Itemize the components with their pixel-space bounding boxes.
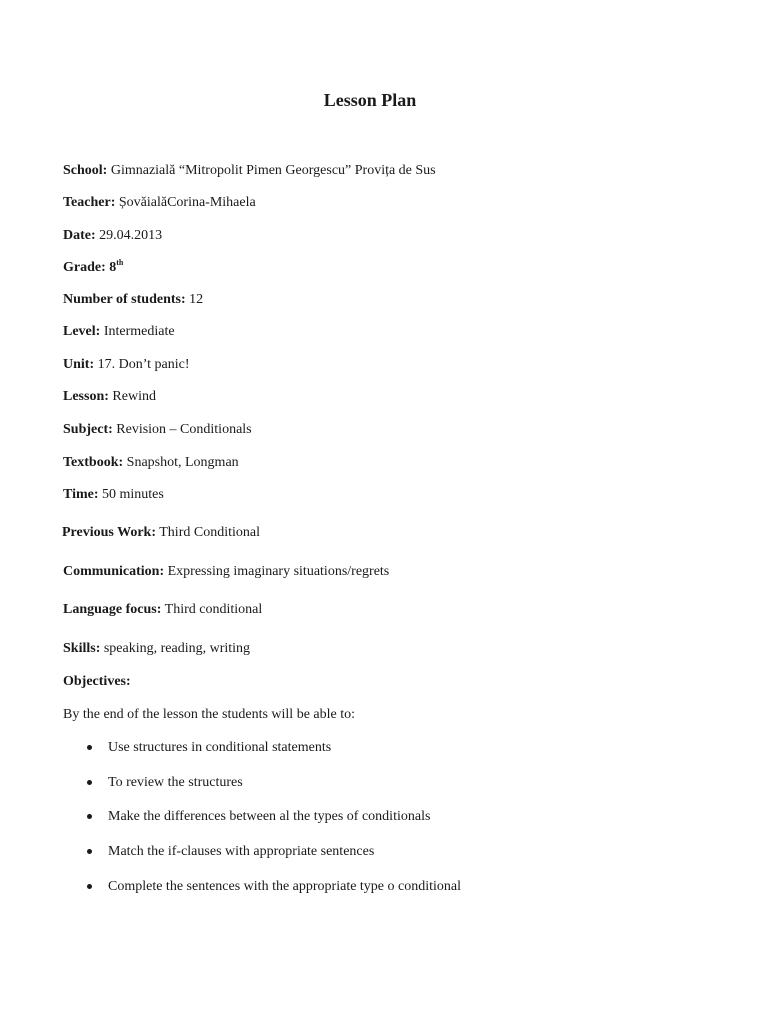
grade-label: Grade: (63, 260, 106, 275)
subject-label: Subject: (63, 422, 113, 437)
school-label: School: (63, 163, 108, 178)
school-field (63, 162, 436, 180)
objectives-heading (63, 673, 131, 691)
previous-work-value: Third Conditional (159, 525, 260, 540)
date-value: 29.04.2013 (99, 228, 163, 243)
grade-field (63, 259, 123, 277)
list-item (108, 774, 243, 792)
language-focus-label: Language focus: (63, 602, 162, 617)
list-item (108, 739, 331, 757)
textbook-label: Textbook: (63, 455, 124, 470)
teacher-field (63, 194, 256, 212)
teacher-value: ȘovăialăCorina-Mihaela (118, 195, 256, 210)
students-label: Number of students: (63, 292, 186, 307)
list-item-text: Match the if-clauses with appropriate sentences (108, 844, 375, 859)
level-value: Intermediate (103, 324, 175, 339)
students-field (63, 291, 203, 309)
time-value: 50 minutes (102, 487, 164, 502)
lesson-field (63, 388, 156, 406)
previous-work-label: Previous Work: (62, 525, 156, 540)
grade-suffix: th (116, 258, 124, 267)
page-title: Lesson Plan (323, 90, 417, 110)
bullet-icon (87, 849, 92, 854)
unit-label: Unit: (63, 357, 95, 372)
time-field (63, 486, 164, 504)
grade-number: 8 (109, 260, 117, 275)
list-item-text: Use structures in conditional statements (108, 740, 332, 755)
date-field (63, 227, 162, 245)
subject-field (63, 421, 252, 439)
communication-value: Expressing imaginary situations/regrets (167, 564, 390, 579)
level-label: Level: (63, 324, 101, 339)
previous-work-field (62, 524, 260, 542)
communication-field (63, 563, 389, 581)
list-item-text: Complete the sentences with the appropriate type o conditional (108, 879, 462, 894)
bullet-icon (87, 814, 92, 819)
communication-label: Communication: (63, 564, 165, 579)
bullet-icon (87, 780, 92, 785)
list-item-text: Make the differences between al the types of conditionals (108, 809, 431, 824)
objectives-label: Objectives: (63, 674, 131, 689)
language-focus-value: Third conditional (164, 602, 263, 617)
grade-value (109, 260, 123, 275)
list-item (108, 808, 430, 826)
language-focus-field (63, 601, 262, 619)
skills-label: Skills: (63, 641, 101, 656)
lesson-value: Rewind (112, 389, 156, 404)
skills-field (63, 640, 250, 658)
lesson-label: Lesson: (63, 389, 109, 404)
date-label: Date: (63, 228, 96, 243)
textbook-value: Snapshot, Longman (126, 455, 239, 470)
list-item (108, 843, 374, 861)
list-item-text: To review the structures (108, 775, 243, 790)
subject-value: Revision – Conditionals (116, 422, 252, 437)
skills-value: speaking, reading, writing (103, 641, 251, 656)
teacher-label: Teacher: (63, 195, 116, 210)
unit-field (63, 356, 190, 374)
textbook-field (63, 454, 239, 472)
bullet-icon (87, 745, 92, 750)
unit-value: 17. Don’t panic! (97, 357, 190, 372)
bullet-icon (87, 884, 92, 889)
objectives-intro: By the end of the lesson the students will be able to: (63, 707, 356, 722)
list-item (108, 878, 461, 896)
level-field (63, 323, 175, 341)
time-label: Time: (63, 487, 99, 502)
students-value: 12 (189, 292, 204, 307)
school-value: Gimnazială “Mitropolit Pimen Georgescu” Provița de Sus (110, 163, 436, 178)
